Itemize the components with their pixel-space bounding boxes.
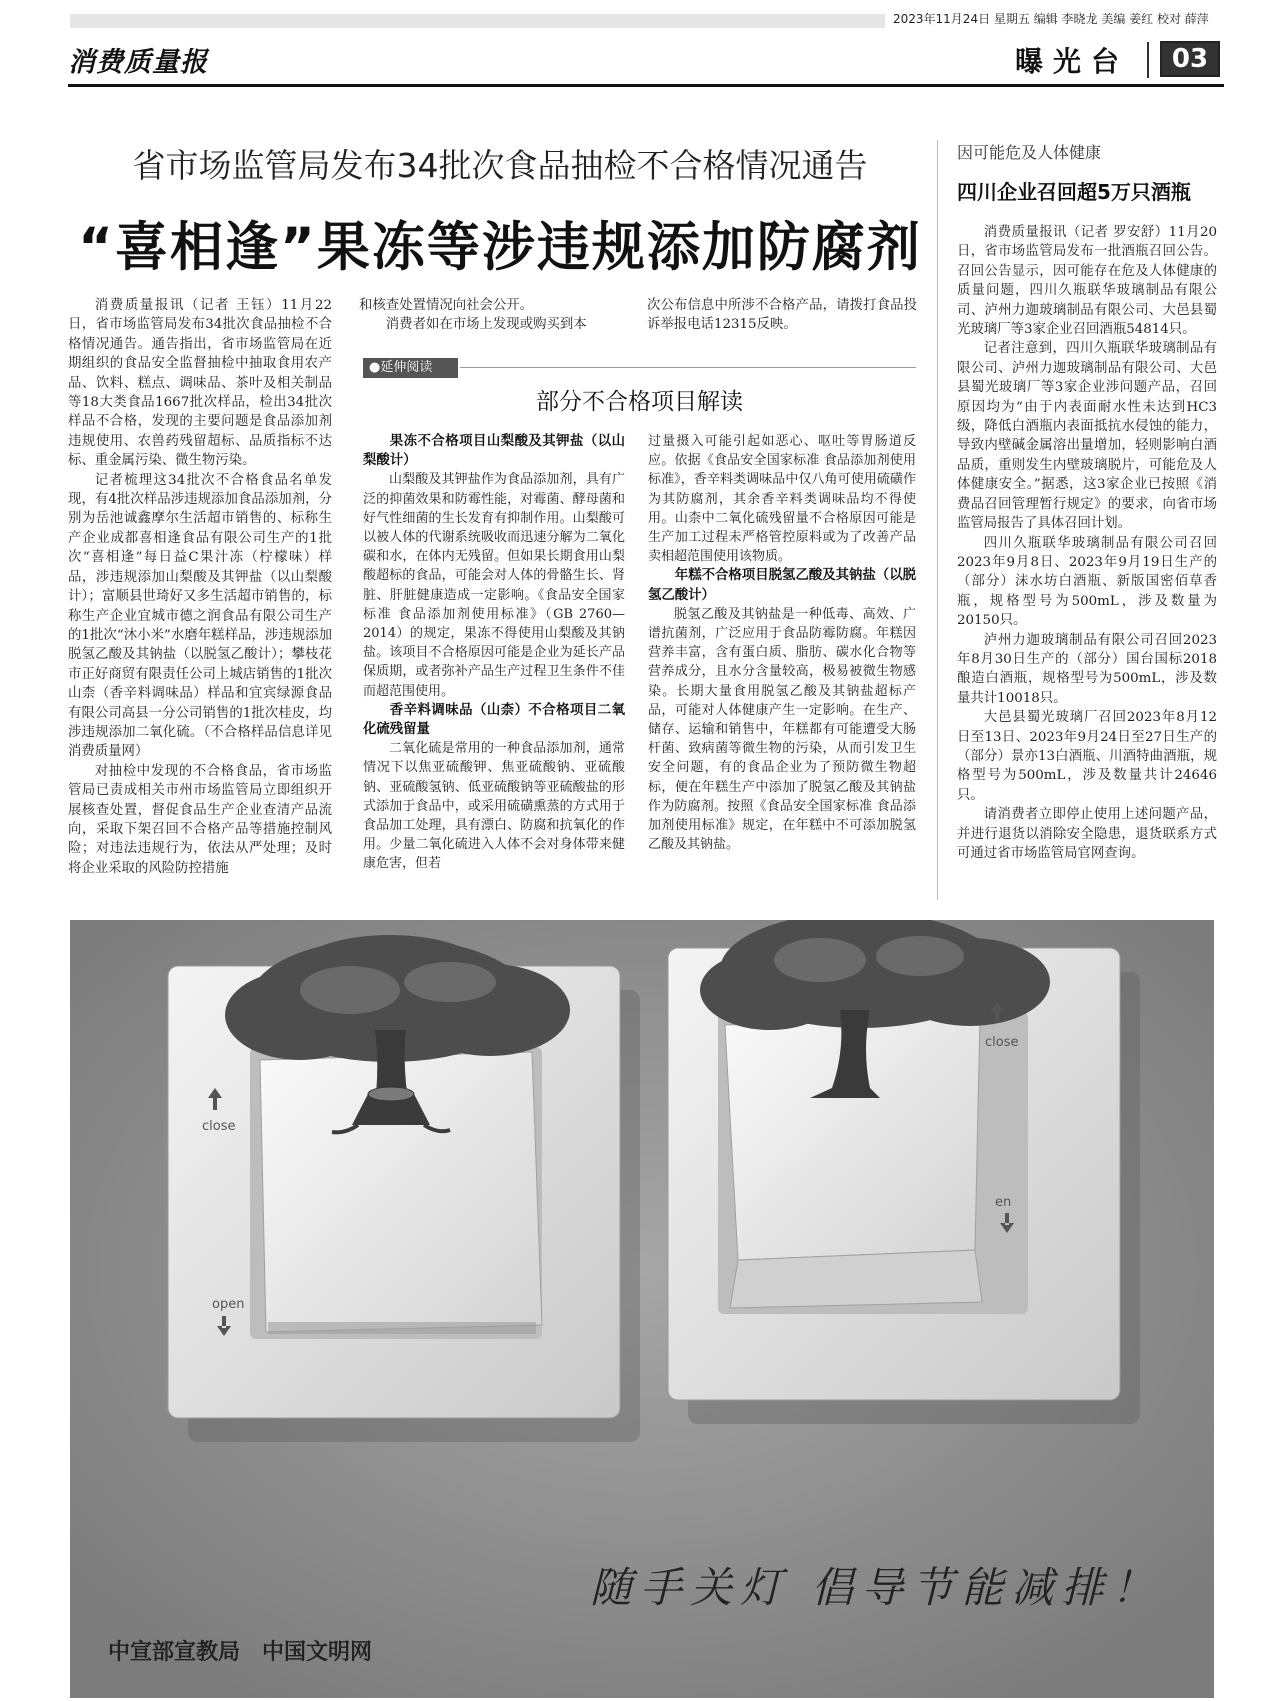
story-headline: “喜相逢”果冻等涉违规添加防腐剂 (78, 217, 922, 278)
paragraph: 请消费者立即停止使用上述问题产品，并进行退货以消除安全隐患，退货联系方式可通过省市场监管局官网查询。 (957, 807, 1217, 861)
page-number: 03 (1160, 41, 1220, 77)
story-column-2 (359, 296, 622, 335)
paragraph: 记者注意到，四川久瓶联华玻璃制品有限公司、泸州力迦玻璃制品有限公司、大邑县蜀光玻璃厂等3家企业涉问题产品，召回原因均为“由于内表面耐水性未达到HC3级，降低白酒瓶内表面抵抗水侵蚀的能力，导致内壁碱金属溶出量增加，轻则影响白酒品质，重则发生内壁玻璃脱片，可能危及人体健康安全。”据悉，这3家企业已按照《消费品召回管理暂行规定》的要求，向省市场监管局报告了具体召回计划。 (957, 341, 1217, 532)
column-divider (937, 140, 938, 900)
paragraph: 和核查处置情况向社会公开。 (359, 298, 534, 313)
switch-left-open-label: open (212, 1297, 245, 1312)
switch-right-close-label: close (985, 1035, 1019, 1050)
section-divider (1147, 42, 1149, 78)
paragraph: 对抽检中发现的不合格食品，省市场监管局已责成相关市州市场监管局立即组织开展核查处置，督促食品生产企业查清产品流向，采取下架召回不合格产品等措施控制风险；对违法违规行为，依法从严处理；及时将企业采取的风险防控措施 (68, 763, 332, 876)
switch-left-close-label: close (202, 1119, 236, 1134)
masthead-rule (68, 84, 1224, 87)
paragraph: 二氧化硫是常用的一种食品添加剂，通常情况下以焦亚硫酸钾、焦亚硫酸钠、亚硫酸钠、亚硫酸氢钠、低亚硫酸钠等亚硫酸盐的形式添加于食品中，或采用硫磺熏蒸的方式用于食品加工处理，具有漂白、防腐和抗氧化的作用。少量二氧化硫进入人体不会对身体带来健康危害，但若 (363, 741, 625, 872)
story-column-3 (647, 296, 917, 335)
item-heading: 果冻不合格项目山梨酸及其钾盐（以山梨酸计） (363, 434, 625, 469)
paragraph: 消费者如在市场上发现或购买到本 (385, 317, 587, 333)
item-heading: 年糕不合格项目脱氢乙酸及其钠盐（以脱氢乙酸计） (648, 568, 916, 603)
ad-slogan: 随手关灯 倡导节能减排！ (590, 1563, 1162, 1612)
ad-sponsor: 中宣部宣教局 中国文明网 (108, 1639, 373, 1665)
side-story-title: 四川企业召回超5万只酒瓶 (957, 180, 1191, 204)
header-strip (70, 14, 885, 28)
side-story-kicker: 因可能危及人体健康 (957, 143, 1102, 162)
light-switch-left (168, 935, 640, 1442)
story-column-1 (68, 296, 332, 878)
paragraph: 四川久瓶联华玻璃制品有限公司召回2023年9月8日、2023年9月19日生产的（部分）沫水坊白酒瓶、新版国密佰草香瓶，规格型号为500mL，涉及数量为20150只。 (957, 535, 1217, 629)
light-switch-right (668, 920, 1140, 1424)
newspaper-logo: 消费质量报 (68, 47, 208, 78)
paragraph: 消费质量报讯（记者 罗安舒）11月20日，省市场监管局发布一批酒瓶召回公告。召回公告显示，因可能存在危及人体健康的质量问题，四川久瓶联华玻璃制品有限公司、泸州力迦玻璃制品有限公司、大邑县蜀光玻璃厂等3家企业召回酒瓶54814只。 (957, 225, 1217, 338)
item-heading: 香辛料调味品（山柰）不合格项目二氧化硫残留量 (363, 702, 625, 738)
paragraph: 山梨酸及其钾盐作为食品添加剂，具有广泛的抑菌效果和防霉性能，对霉菌、酵母菌和好气性细菌的生长发育有抑制作用。山梨酸可以被人体的代谢系统吸收而迅速分解为二氧化碳和水，在体内无残留。但如果长期食用山梨酸超标的食品，可能会对人体的骨骼生长、肾脏、肝脏健康造成一定影响。《食品安全国家标准 食品添加剂使用标准》（GB 2760—2014）的规定，果冻不得使用山梨酸及其钠盐。该项目不合格原因可能是企业为延长产品保质期，或者弥补产品生产过程卫生条件不佳而超范围使用。 (363, 472, 625, 699)
extended-column-right (648, 432, 916, 854)
public-service-ad (70, 920, 1214, 1698)
extended-column-left (363, 432, 625, 874)
extended-reading-title: 部分不合格项目解读 (536, 389, 743, 415)
paragraph: 大邑县蜀光玻璃厂召回2023年8月12日至13日、2023年9月24日至27日生产的（部分）景亦13白酒瓶、川酒特曲酒瓶，规格型号为500mL，涉及数量共计24646只。 (957, 710, 1217, 803)
extended-reading-rule (460, 367, 916, 368)
paragraph: 泸州力迦玻璃制品有限公司召回2023年8月30日生产的（部分）国台国标2018酿造白酒瓶，规格型号为500mL，涉及数量共计10018只。 (957, 632, 1217, 706)
date-editor-line: 2023年11月24日 星期五 编辑 李晓龙 美编 姜红 校对 薛萍 (893, 12, 1209, 26)
switch-right-open-label: en (995, 1195, 1012, 1210)
side-story-body (957, 223, 1217, 863)
paragraph: 消费质量报讯（记者 王钰）11月22日，省市场监管局发布34批次食品抽检不合格情况通告。通告指出，省市场监管局在近期组织的食品安全监督抽检中抽取食用农产品、饮料、糕点、调味品、茶叶及相关制品等18大类食品1667批次样品，检出34批次样品不合格，发现的主要问题是食品添加剂违规使用、农兽药残留超标、品质指标不达标、重金属污染、微生物污染。 (68, 298, 332, 469)
paragraph: 次公布信息中所涉不合格产品，请拨打食品投诉举报电话12315反映。 (647, 298, 917, 333)
paragraph: 过量摄入可能引起如恶心、呕吐等胃肠道反应。依据《食品安全国家标准 食品添加剂使用标准》，香辛料类调味品中仅八角可使用硫磺作为其防腐剂，其余香辛料类调味品均不得使用。山柰中二氧化硫残留量不合格原因可能是生产加工过程未严格管控原料或为了改善产品卖相超范围使用该物质。 (648, 434, 916, 565)
paragraph: 记者梳理这34批次不合格食品名单发现，有4批次样品涉违规添加食品添加剂，分别为岳池诚鑫摩尔生活超市销售的、标称生产企业成都喜相逢食品有限公司生产的1批次“喜相逢”每日益C果汁冻（柠檬味）样品，涉违规添加山梨酸及其钾盐（以山梨酸计）；富顺县世琦好又多生活超市销售的，标称生产企业宜城市德之润食品有限公司生产的1批次“沐小米”水磨年糕样品，涉违规添加脱氢乙酸及其钠盐（以脱氢乙酸计）；攀枝花市正好商贸有限责任公司上城店销售的1批次山柰（香辛料调味品）样品和宜宾绿源食品有限公司高县一分公司销售的1批次桂皮，均涉违规添加二氧化硫。（不合格样品信息详见消费质量网） (68, 472, 332, 760)
section-name: 曝光台 (1015, 45, 1130, 78)
story-subtitle: 省市场监管局发布34批次食品抽检不合格情况通告 (132, 146, 868, 185)
paragraph: 脱氢乙酸及其钠盐是一种低毒、高效、广谱抗菌剂，广泛应用于食品防霉防腐。年糕因营养丰富，含有蛋白质、脂肪、碳水化合物等营养成分，且水分含量较高，极易被微生物感染。长期大量食用脱氢乙酸及其钠盐超标产品，可能对人体健康产生一定影响。在生产、储存、运输和销售中，年糕都有可能遭受大肠杆菌、致病菌等微生物的污染，从而引发卫生安全问题，有的食品企业为了预防微生物超标，便在年糕生产中添加了脱氢乙酸及其钠盐作为防腐剂。按照《食品安全国家标准 食品添加剂使用标准》规定，在年糕中不可添加脱氢乙酸及其钠盐。 (648, 606, 916, 853)
extended-reading-tag: ●延伸阅读 (363, 358, 458, 378)
